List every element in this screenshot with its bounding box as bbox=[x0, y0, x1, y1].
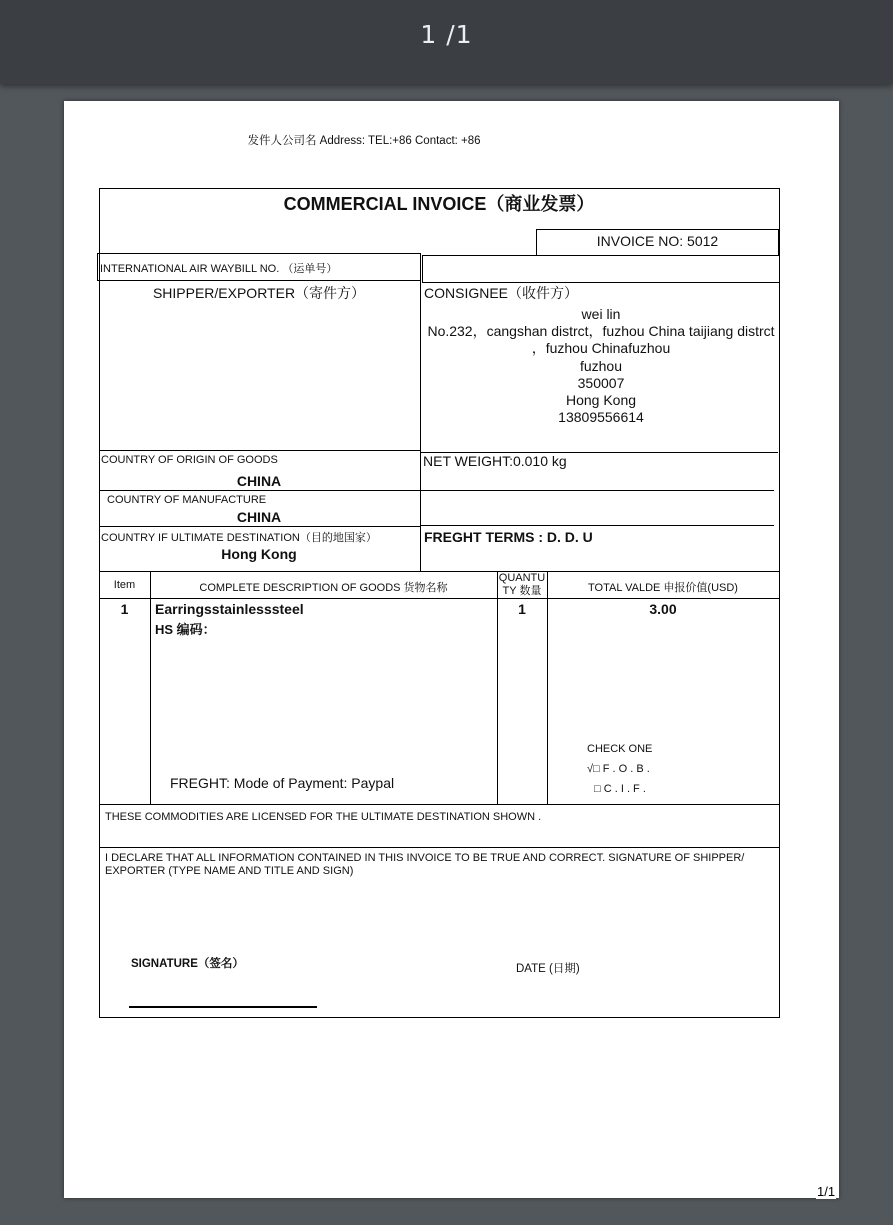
row-quantity: 1 bbox=[518, 601, 526, 617]
freight-payment: FREGHT: Mode of Payment: Paypal bbox=[170, 775, 395, 791]
sender-line: 发件人公司名 Address: TEL:+86 Contact: +86 bbox=[247, 135, 481, 147]
consignee-address-line2: ，fuzhou Chinafuzhou bbox=[531, 340, 671, 357]
origin-value: CHINA bbox=[236, 473, 282, 489]
header-item: Item bbox=[113, 579, 136, 591]
row-description: Earringsstainlesssteel bbox=[155, 601, 304, 617]
row-item: 1 bbox=[120, 601, 129, 617]
corner-page-number: 1/1 bbox=[817, 1184, 836, 1199]
invoice-number: INVOICE NO: 5012 bbox=[596, 233, 719, 249]
checkbox-fob: √□ bbox=[587, 763, 600, 775]
consignee-city: fuzhou bbox=[579, 357, 623, 374]
check-one-label: CHECK ONE bbox=[587, 743, 653, 755]
header-total: TOTAL VALDE 申报价值(USD) bbox=[588, 582, 738, 594]
header-quantity bbox=[497, 572, 547, 598]
option-fob-label: F . O . B . bbox=[602, 763, 650, 775]
checkbox-cif: □ bbox=[594, 783, 601, 795]
consignee-label: CONSIGNEE（收件方） bbox=[424, 285, 579, 301]
row-total: 3.00 bbox=[649, 601, 677, 617]
waybill-label-box bbox=[97, 253, 421, 281]
declaration-line1: I DECLARE THAT ALL INFORMATION CONTAINED IN THIS INVOICE TO BE TRUE AND CORRECT. SIGNATURE OF SHIPPER/ bbox=[105, 852, 745, 864]
row-hs-code: HS 编码： bbox=[155, 622, 216, 637]
option-fob bbox=[587, 763, 650, 775]
declaration-line2: EXPORTER (TYPE NAME AND TITLE AND SIGN) bbox=[105, 865, 354, 877]
header-description: COMPLETE DESCRIPTION OF GOODS 货物名称 bbox=[199, 582, 448, 594]
net-weight: NET WEIGHT:0.010 kg bbox=[423, 453, 567, 469]
header-quantity-line1: QUANTU bbox=[498, 572, 546, 584]
origin-label: COUNTRY OF ORIGIN OF GOODS bbox=[101, 454, 278, 466]
freight-terms: FREGHT TERMS : D. D. U bbox=[424, 529, 593, 545]
destination-label: COUNTRY IF ULTIMATE DESTINATION（目的地国家） bbox=[101, 532, 377, 544]
shipper-label: SHIPPER/EXPORTER（寄件方） bbox=[152, 285, 366, 301]
destination-value: Hong Kong bbox=[221, 546, 297, 562]
signature-label: SIGNATURE（签名） bbox=[131, 958, 244, 970]
date-label: DATE (日期) bbox=[516, 963, 580, 975]
consignee-country: Hong Kong bbox=[565, 392, 637, 409]
option-cif bbox=[594, 783, 646, 795]
header-quantity-line2: TY 数量 bbox=[502, 585, 542, 597]
viewer-toolbar bbox=[0, 0, 893, 84]
invoice-number-box bbox=[536, 229, 779, 256]
option-cif-label: C . I . F . bbox=[603, 783, 646, 795]
consignee-name: wei lin bbox=[581, 306, 621, 322]
invoice-form bbox=[64, 101, 839, 1101]
consignee-address-block bbox=[422, 306, 780, 426]
invoice-title: COMMERCIAL INVOICE（商业发票） bbox=[283, 194, 595, 214]
document-page bbox=[64, 101, 839, 1198]
waybill-value-box bbox=[422, 255, 779, 283]
manufacture-value: CHINA bbox=[236, 509, 282, 525]
consignee-phone: 13809556614 bbox=[558, 409, 644, 426]
consignee-address-line1: No.232，cangshan distrct，fuzhou China taijiang distrct bbox=[427, 323, 775, 340]
page-indicator: 1 /1 bbox=[420, 20, 473, 49]
consignee-postcode: 350007 bbox=[577, 374, 625, 391]
manufacture-label: COUNTRY OF MANUFACTURE bbox=[107, 494, 267, 506]
waybill-label: INTERNATIONAL AIR WAYBILL NO. （运单号） bbox=[100, 263, 338, 275]
license-statement: THESE COMMODITIES ARE LICENSED FOR THE ULTIMATE DESTINATION SHOWN . bbox=[105, 811, 542, 823]
signature-line bbox=[129, 1006, 317, 1008]
